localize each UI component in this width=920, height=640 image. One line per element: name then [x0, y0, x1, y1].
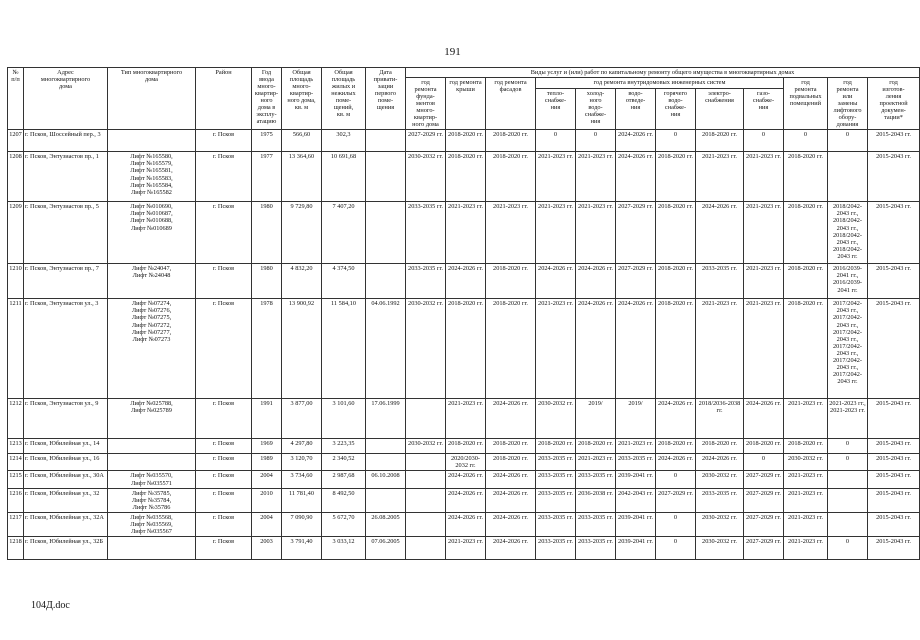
cell-electric-year: 2018-2020 гг.: [696, 439, 744, 454]
cell-total-area: 3 877,00: [282, 399, 322, 439]
cell-heat-year: 0: [536, 130, 576, 152]
cell-year: 2004: [252, 512, 282, 536]
cell-hot-water-year: 2018-2020 гг.: [656, 299, 696, 399]
cell-total-area: 7 090,90: [282, 512, 322, 536]
cell-roof-year: 2024-2026 гг.: [446, 488, 486, 512]
cell-basement-year: 0: [784, 130, 828, 152]
table-row: [8, 439, 920, 454]
cell-total-area: 11 781,40: [282, 488, 322, 512]
cell-row-number: 1217: [8, 512, 24, 536]
cell-privatization-date: 17.06.1999: [366, 399, 406, 439]
cell-gas-year: 2021-2023 гг.: [744, 264, 784, 299]
header-basement: год ремонта подвальных помещений: [784, 78, 828, 130]
cell-gas-year: 2021-2023 гг.: [744, 299, 784, 399]
cell-total-area: 3 734,60: [282, 471, 322, 488]
cell-basement-year: 2021-2023 гг.: [784, 399, 828, 439]
cell-living-area: 10 691,68: [322, 152, 366, 202]
cell-lift-list: [108, 454, 196, 471]
cell-gas-year: 2027-2029 гг.: [744, 488, 784, 512]
cell-district: г. Псков: [196, 454, 252, 471]
cell-row-number: 1212: [8, 399, 24, 439]
cell-privatization-date: [366, 454, 406, 471]
cell-heat-year: 2033-2035 гг.: [536, 488, 576, 512]
cell-address: г. Псков, Шоссейный пер., 3: [24, 130, 108, 152]
cell-address: г. Псков, Юбилейная ул., 32А: [24, 512, 108, 536]
cell-year: 2010: [252, 488, 282, 512]
cell-cold-water-year: 2036-2038 гг.: [576, 488, 616, 512]
cell-hot-water-year: 2024-2026 гг.: [656, 399, 696, 439]
cell-district: г. Псков: [196, 399, 252, 439]
header-roof: год ремонта крыши: [446, 78, 486, 130]
cell-facade-year: 2018-2020 гг.: [486, 439, 536, 454]
cell-sewer-year: 2024-2026 гг.: [616, 152, 656, 202]
cell-foundation-year: [406, 454, 446, 471]
cell-foundation-year: [406, 471, 446, 488]
cell-total-area: 3 791,40: [282, 536, 322, 559]
cell-lift-repair-year: [828, 488, 868, 512]
cell-cold-water-year: 2033-2035 гг.: [576, 512, 616, 536]
cell-lift-list: Лифт №35785, Лифт №35784, Лифт №35786: [108, 488, 196, 512]
cell-electric-year: 2021-2023 гг.: [696, 299, 744, 399]
cell-design-docs-year: 2015-2043 гг.: [868, 454, 920, 471]
cell-total-area: 4 832,20: [282, 264, 322, 299]
cell-electric-year: 2030-2032 гг.: [696, 512, 744, 536]
cell-lift-repair-year: 0: [828, 454, 868, 471]
cell-address: г. Псков, Энтузиастов пр., 1: [24, 152, 108, 202]
header-hot-water: горячего водо- снабже- ния: [656, 88, 696, 129]
cell-facade-year: 2024-2026 гг.: [486, 512, 536, 536]
cell-district: г. Псков: [196, 202, 252, 264]
cell-hot-water-year: 2018-2020 гг.: [656, 152, 696, 202]
cell-design-docs-year: 2015-2043 гг.: [868, 488, 920, 512]
cell-cold-water-year: 2024-2026 гг.: [576, 299, 616, 399]
cell-facade-year: 2018-2020 гг.: [486, 299, 536, 399]
cell-facade-year: 2018-2020 гг.: [486, 264, 536, 299]
cell-heat-year: 2024-2026 гг.: [536, 264, 576, 299]
cell-lift-list: [108, 439, 196, 454]
cell-total-area: 13 364,60: [282, 152, 322, 202]
cell-address: г. Псков, Энтузиастов пр., 7: [24, 264, 108, 299]
cell-lift-repair-year: [828, 471, 868, 488]
cell-living-area: 302,3: [322, 130, 366, 152]
cell-facade-year: 2024-2026 гг.: [486, 536, 536, 559]
cell-design-docs-year: 2015-2043 гг.: [868, 299, 920, 399]
header-year: Год ввода много- квартир- ного дома в эксплу- атацию: [252, 68, 282, 130]
cell-roof-year: 2018-2020 гг.: [446, 439, 486, 454]
cell-design-docs-year: 2015-2043 гг.: [868, 439, 920, 454]
cell-row-number: 1215: [8, 471, 24, 488]
cell-sewer-year: 2033-2035 гг.: [616, 454, 656, 471]
header-district: Район: [196, 68, 252, 130]
cell-sewer-year: 2039-2041 гг.: [616, 512, 656, 536]
cell-electric-year: 2018-2020 гг.: [696, 130, 744, 152]
table-row: [8, 536, 920, 559]
cell-living-area: 2 340,52: [322, 454, 366, 471]
cell-hot-water-year: 2027-2029 гг.: [656, 488, 696, 512]
cell-basement-year: 2018-2020 гг.: [784, 202, 828, 264]
cell-roof-year: 2021-2023 гг.: [446, 202, 486, 264]
cell-design-docs-year: 2015-2043 гг.: [868, 152, 920, 202]
cell-total-area: 3 120,70: [282, 454, 322, 471]
cell-row-number: 1207: [8, 130, 24, 152]
header-row-1: [8, 68, 920, 78]
cell-facade-year: 2018-2020 гг.: [486, 130, 536, 152]
cell-row-number: 1218: [8, 536, 24, 559]
cell-design-docs-year: 2015-2043 гг.: [868, 202, 920, 264]
cell-lift-repair-year: 0: [828, 536, 868, 559]
cell-design-docs-year: 2015-2043 гг.: [868, 399, 920, 439]
cell-basement-year: 2018-2020 гг.: [784, 299, 828, 399]
cell-privatization-date: [366, 130, 406, 152]
cell-lift-repair-year: 2021-2023 гг., 2021-2023 гг.: [828, 399, 868, 439]
cell-roof-year: 2018-2020 гг.: [446, 152, 486, 202]
cell-electric-year: 2030-2032 гг.: [696, 471, 744, 488]
cell-hot-water-year: 0: [656, 512, 696, 536]
cell-foundation-year: 2030-2032 гг.: [406, 439, 446, 454]
cell-sewer-year: 2042-2043 гг.: [616, 488, 656, 512]
header-works-group: Виды услуг и (или) работ по капитальному ремонту общего имущества в многоквартирных домах: [406, 68, 920, 78]
cell-foundation-year: [406, 399, 446, 439]
cell-sewer-year: 2021-2023 гг.: [616, 439, 656, 454]
table-row: [8, 454, 920, 471]
cell-basement-year: 2021-2023 гг.: [784, 536, 828, 559]
cell-hot-water-year: 0: [656, 130, 696, 152]
cell-lift-list: Лифт №07274, Лифт №07276, Лифт №07275, Лифт №07272, Лифт №07277, Лифт №07273: [108, 299, 196, 399]
cell-roof-year: 2021-2023 гг.: [446, 536, 486, 559]
cell-living-area: 2 987,68: [322, 471, 366, 488]
cell-foundation-year: 2030-2032 гг.: [406, 152, 446, 202]
cell-cold-water-year: 2021-2023 гг.: [576, 152, 616, 202]
cell-gas-year: 0: [744, 454, 784, 471]
cell-year: 1989: [252, 454, 282, 471]
cell-heat-year: 2030-2032 гг.: [536, 399, 576, 439]
cell-district: г. Псков: [196, 439, 252, 454]
cell-gas-year: 2027-2029 гг.: [744, 536, 784, 559]
cell-hot-water-year: 2018-2020 гг.: [656, 439, 696, 454]
cell-row-number: 1214: [8, 454, 24, 471]
cell-roof-year: 2024-2026 гг.: [446, 512, 486, 536]
cell-electric-year: 2024-2026 гг.: [696, 454, 744, 471]
cell-living-area: 3 223,35: [322, 439, 366, 454]
cell-foundation-year: [406, 488, 446, 512]
header-lift-type: Тип многоквартирного дома: [108, 68, 196, 130]
cell-year: 2003: [252, 536, 282, 559]
cell-cold-water-year: 2033-2035 гг.: [576, 471, 616, 488]
header-gas: газо- снабже- ния: [744, 88, 784, 129]
cell-gas-year: 0: [744, 130, 784, 152]
cell-lift-repair-year: [828, 512, 868, 536]
cell-cold-water-year: 2018-2020 гг.: [576, 439, 616, 454]
header-design-docs: год изготов- ления проектной докумен- тации*: [868, 78, 920, 130]
cell-living-area: 3 033,12: [322, 536, 366, 559]
header-address: Адрес многоквартирного дома: [24, 68, 108, 130]
cell-living-area: 5 672,70: [322, 512, 366, 536]
cell-foundation-year: 2027-2029 гг.: [406, 130, 446, 152]
cell-foundation-year: 2030-2032 гг.: [406, 299, 446, 399]
cell-roof-year: 2024-2026 гг.: [446, 471, 486, 488]
cell-electric-year: 2030-2032 гг.: [696, 536, 744, 559]
capital-repair-table: [7, 67, 920, 560]
cell-lift-repair-year: [828, 152, 868, 202]
cell-lift-list: [108, 130, 196, 152]
cell-cold-water-year: 2033-2035 гг.: [576, 536, 616, 559]
cell-district: г. Псков: [196, 536, 252, 559]
cell-gas-year: 2021-2023 гг.: [744, 202, 784, 264]
cell-electric-year: 2033-2035 гг.: [696, 264, 744, 299]
cell-roof-year: 2018-2020 гг.: [446, 130, 486, 152]
cell-lift-list: Лифт №010690, Лифт №010687, Лифт №010688, Лифт №010689: [108, 202, 196, 264]
cell-lift-list: Лифт №025788, Лифт №025789: [108, 399, 196, 439]
table-row: [8, 152, 920, 202]
table-row: [8, 512, 920, 536]
cell-foundation-year: 2033-2035 гг.: [406, 264, 446, 299]
cell-design-docs-year: 2015-2043 гг.: [868, 471, 920, 488]
cell-hot-water-year: 2018-2020 гг.: [656, 202, 696, 264]
cell-address: г. Псков, Энтузиастов ул., 9: [24, 399, 108, 439]
header-living-area: Общая площадь жилых и нежилых поме- щений, кв. м: [322, 68, 366, 130]
cell-district: г. Псков: [196, 130, 252, 152]
cell-heat-year: 2018-2020 гг.: [536, 439, 576, 454]
cell-row-number: 1213: [8, 439, 24, 454]
cell-sewer-year: 2039-2041 гг.: [616, 536, 656, 559]
page-number: 191: [444, 46, 461, 58]
cell-privatization-date: [366, 202, 406, 264]
table-body: [8, 130, 920, 559]
table-row: [8, 471, 920, 488]
header-facade: год ремонта фасадов: [486, 78, 536, 130]
cell-cold-water-year: 2021-2023 гг.: [576, 454, 616, 471]
header-lift-repair: год ремонта или замены лифтового обору- дования: [828, 78, 868, 130]
cell-privatization-date: [366, 488, 406, 512]
cell-hot-water-year: 0: [656, 536, 696, 559]
header-foundation: год ремонта фунда- ментов много- квартир- ного дома: [406, 78, 446, 130]
cell-heat-year: 2033-2035 гг.: [536, 471, 576, 488]
cell-cold-water-year: 2019/: [576, 399, 616, 439]
cell-cold-water-year: 2024-2026 гг.: [576, 264, 616, 299]
cell-facade-year: 2024-2026 гг.: [486, 488, 536, 512]
header-heat: тепло- снабже- ния: [536, 88, 576, 129]
cell-year: 2004: [252, 471, 282, 488]
cell-electric-year: 2021-2023 гг.: [696, 152, 744, 202]
cell-hot-water-year: 2024-2026 гг.: [656, 454, 696, 471]
cell-hot-water-year: 0: [656, 471, 696, 488]
cell-living-area: 3 101,60: [322, 399, 366, 439]
cell-roof-year: 2018-2020 гг.: [446, 299, 486, 399]
table-row: [8, 488, 920, 512]
cell-heat-year: 2033-2035 гг.: [536, 536, 576, 559]
cell-address: г. Псков, Энтузиастов ул., 3: [24, 299, 108, 399]
cell-lift-repair-year: 0: [828, 130, 868, 152]
cell-facade-year: 2021-2023 гг.: [486, 202, 536, 264]
cell-basement-year: 2030-2032 гг.: [784, 454, 828, 471]
footer-filename: 104Д.doc: [31, 600, 70, 611]
cell-lift-repair-year: 2017/2042-2043 гг., 2017/2042-2043 гг., 2017/2042-2043 гг., 2017/2042-2043 гг., 2017/2042-2043 гг., 2017/2042-2043 гг.: [828, 299, 868, 399]
cell-sewer-year: 2027-2029 гг.: [616, 202, 656, 264]
cell-row-number: 1210: [8, 264, 24, 299]
cell-sewer-year: 2019/: [616, 399, 656, 439]
cell-address: г. Псков, Юбилейная ул., 32: [24, 488, 108, 512]
cell-total-area: 4 297,80: [282, 439, 322, 454]
cell-district: г. Псков: [196, 152, 252, 202]
cell-basement-year: 2021-2023 гг.: [784, 512, 828, 536]
cell-lift-list: Лифт №035568, Лифт №035569, Лифт №035567: [108, 512, 196, 536]
table-row: [8, 299, 920, 399]
cell-hot-water-year: 2018-2020 гг.: [656, 264, 696, 299]
cell-electric-year: 2024-2026 гг.: [696, 202, 744, 264]
cell-basement-year: 2018-2020 гг.: [784, 152, 828, 202]
cell-design-docs-year: 2015-2043 гг.: [868, 264, 920, 299]
cell-gas-year: 2018-2020 гг.: [744, 439, 784, 454]
cell-lift-repair-year: 0: [828, 439, 868, 454]
cell-heat-year: 2033-2035 гг.: [536, 454, 576, 471]
cell-year: 1978: [252, 299, 282, 399]
table-row: [8, 264, 920, 299]
cell-basement-year: 2021-2023 гг.: [784, 488, 828, 512]
cell-lift-list: [108, 536, 196, 559]
header-num: № п/п: [8, 68, 24, 130]
cell-design-docs-year: 2015-2043 гг.: [868, 512, 920, 536]
cell-lift-repair-year: 2018/2042-2043 гг., 2018/2042-2043 гг., 2018/2042-2043 гг., 2018/2042-2043 гг.: [828, 202, 868, 264]
cell-facade-year: 2018-2020 гг.: [486, 152, 536, 202]
cell-year: 1969: [252, 439, 282, 454]
cell-living-area: 8 492,50: [322, 488, 366, 512]
cell-basement-year: 2021-2023 гг.: [784, 471, 828, 488]
cell-gas-year: 2027-2029 гг.: [744, 512, 784, 536]
cell-total-area: 13 900,92: [282, 299, 322, 399]
cell-year: 1977: [252, 152, 282, 202]
cell-sewer-year: 2027-2029 гг.: [616, 264, 656, 299]
cell-privatization-date: 04.06.1992: [366, 299, 406, 399]
cell-privatization-date: 26.08.2005: [366, 512, 406, 536]
cell-basement-year: 2018-2020 гг.: [784, 439, 828, 454]
cell-district: г. Псков: [196, 264, 252, 299]
cell-electric-year: 2033-2035 гг.: [696, 488, 744, 512]
header-privatization: Дата привати- зации первого поме- щения: [366, 68, 406, 130]
cell-heat-year: 2021-2023 гг.: [536, 299, 576, 399]
cell-privatization-date: 06.10.2008: [366, 471, 406, 488]
cell-living-area: 7 407,20: [322, 202, 366, 264]
cell-foundation-year: [406, 536, 446, 559]
cell-living-area: 4 374,50: [322, 264, 366, 299]
cell-roof-year: 2020/2030-2032 гг.: [446, 454, 486, 471]
cell-year: 1980: [252, 264, 282, 299]
cell-address: г. Псков, Энтузиастов пр., 5: [24, 202, 108, 264]
table-row: [8, 202, 920, 264]
header-total-area: Общая площадь много- квартир- ного дома, кв. м: [282, 68, 322, 130]
cell-sewer-year: 2024-2026 гг.: [616, 130, 656, 152]
cell-privatization-date: [366, 264, 406, 299]
cell-lift-list: Лифт №165580, Лифт №165579, Лифт №165581, Лифт №165583, Лифт №165584, Лифт №165582: [108, 152, 196, 202]
cell-cold-water-year: 0: [576, 130, 616, 152]
cell-lift-repair-year: 2016/2039-2041 гг., 2016/2039-2041 гг.: [828, 264, 868, 299]
cell-row-number: 1208: [8, 152, 24, 202]
cell-basement-year: 2018-2020 гг.: [784, 264, 828, 299]
cell-foundation-year: 2033-2035 гг.: [406, 202, 446, 264]
cell-gas-year: 2024-2026 гг.: [744, 399, 784, 439]
cell-row-number: 1209: [8, 202, 24, 264]
cell-design-docs-year: 2015-2043 гг.: [868, 536, 920, 559]
cell-row-number: 1216: [8, 488, 24, 512]
cell-facade-year: 2024-2026 гг.: [486, 399, 536, 439]
header-engineering-group: год ремонта внутридомовых инженерных систем: [536, 78, 784, 89]
cell-privatization-date: 07.06.2005: [366, 536, 406, 559]
cell-lift-list: Лифт №035570, Лифт №035571: [108, 471, 196, 488]
cell-gas-year: 2027-2029 гг.: [744, 471, 784, 488]
table-row: [8, 399, 920, 439]
cell-foundation-year: [406, 512, 446, 536]
cell-gas-year: 2021-2023 гг.: [744, 152, 784, 202]
cell-privatization-date: [366, 439, 406, 454]
cell-heat-year: 2021-2023 гг.: [536, 202, 576, 264]
cell-roof-year: 2024-2026 гг.: [446, 264, 486, 299]
cell-facade-year: 2018-2020 гг.: [486, 454, 536, 471]
cell-district: г. Псков: [196, 299, 252, 399]
cell-sewer-year: 2024-2026 гг.: [616, 299, 656, 399]
table-row: [8, 130, 920, 152]
cell-privatization-date: [366, 152, 406, 202]
cell-heat-year: 2021-2023 гг.: [536, 152, 576, 202]
cell-address: г. Псков, Юбилейная ул., 30А: [24, 471, 108, 488]
header-sewer: водо- отведе- ния: [616, 88, 656, 129]
cell-address: г. Псков, Юбилейная ул., 16: [24, 454, 108, 471]
cell-facade-year: 2024-2026 гг.: [486, 471, 536, 488]
cell-year: 1991: [252, 399, 282, 439]
cell-district: г. Псков: [196, 488, 252, 512]
cell-lift-list: Лифт №24047, Лифт №24048: [108, 264, 196, 299]
cell-district: г. Псков: [196, 512, 252, 536]
cell-design-docs-year: 2015-2043 гг.: [868, 130, 920, 152]
cell-heat-year: 2033-2035 гг.: [536, 512, 576, 536]
cell-year: 1980: [252, 202, 282, 264]
cell-address: г. Псков, Юбилейная ул., 32Б: [24, 536, 108, 559]
header-cold-water: холод- ного водо- снабже- ния: [576, 88, 616, 129]
cell-total-area: 566,60: [282, 130, 322, 152]
cell-district: г. Псков: [196, 471, 252, 488]
cell-address: г. Псков, Юбилейная ул., 14: [24, 439, 108, 454]
header-electric: электро- снабжения: [696, 88, 744, 129]
cell-cold-water-year: 2021-2023 гг.: [576, 202, 616, 264]
cell-total-area: 9 729,80: [282, 202, 322, 264]
cell-living-area: 11 584,10: [322, 299, 366, 399]
cell-year: 1975: [252, 130, 282, 152]
cell-electric-year: 2018/2036-2038 гг.: [696, 399, 744, 439]
cell-roof-year: 2021-2023 гг.: [446, 399, 486, 439]
cell-sewer-year: 2039-2041 гг.: [616, 471, 656, 488]
cell-row-number: 1211: [8, 299, 24, 399]
